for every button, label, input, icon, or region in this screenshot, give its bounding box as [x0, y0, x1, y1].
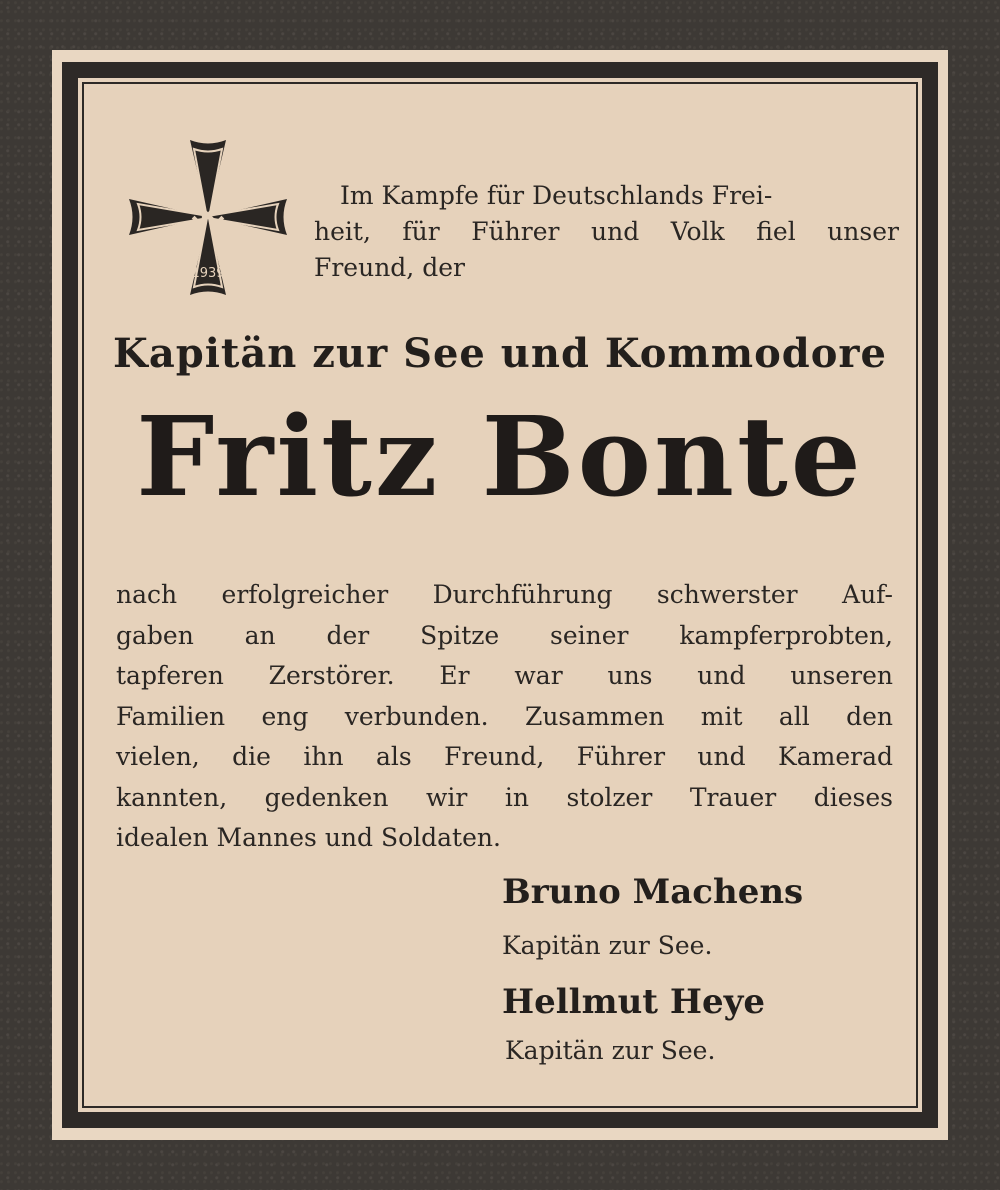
body-line: Familien eng verbunden. Zusammen mit all den [116, 701, 893, 731]
body-line: vielen, die ihn als Freund, Führer und Kamerad [116, 742, 893, 771]
body-line: tapferen Zerstörer. Er war uns und unseren [116, 661, 893, 690]
body-line: kannten, gedenken wir in stolzer Trauer dieses [116, 782, 893, 812]
intro-line: Im Kampfe für Deutschlands Frei- [340, 181, 773, 210]
cross-year: 1939 [191, 266, 225, 281]
intro-paragraph [314, 178, 899, 286]
body-line: nach erfolgreicher Durchführung schwerster Auf- [116, 580, 893, 609]
body-line: idealen Mannes und Soldaten. [116, 823, 501, 852]
rank-heading: Kapitän zur See und Kommodore [113, 330, 887, 377]
signatory-name: Hellmut Heye [502, 982, 765, 1022]
signatory-title: Kapitän zur See. [505, 1036, 716, 1065]
intro-line: heit, für Führer und Volk fiel unser [314, 217, 899, 246]
body-paragraph [116, 575, 893, 859]
intro-line: Freund, der [314, 253, 465, 282]
deceased-name: Fritz Bonte [136, 392, 864, 521]
signatory-title: Kapitän zur See. [502, 931, 713, 960]
body-line: gaben an der Spitze seiner kampferprobten, [116, 620, 893, 650]
signatory-name: Bruno Machens [502, 872, 804, 912]
iron-cross-icon [124, 135, 292, 300]
